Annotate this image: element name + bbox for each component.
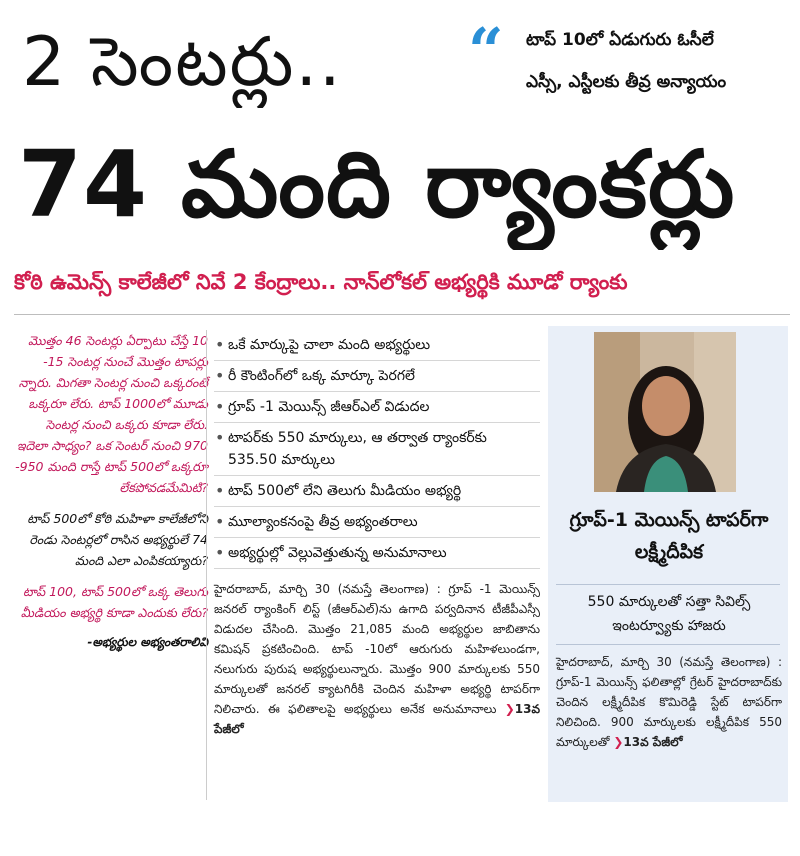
middle-article-column	[214, 330, 540, 805]
pull-quote	[468, 14, 798, 108]
section-divider	[14, 314, 790, 315]
article-body-text: హైదరాబాద్, మార్చి 30 (నమస్తే తెలంగాణ) : గ్రూప్ -1 మెయిన్స్ జనరల్ ర్యాంకింగ్ లిస్ట్ (జీఆర్‌ఎల్)ను ఉగాది పర్వదినాన టీజీపీఎస్సీ విడుదల చేసింది. మొత్తం 21,085 మంది అభ్యర్థుల జాబితాను కమిషన్ ప్రకటించింది. టాప్ -10లో ఆరుగురు మహిళలుండగా, నలుగురు పురుష అభ్యర్థులున్నారు. మొత్తం 900 మార్కులకు 550 మార్కులతో జనరల్ క్యాటగిరీకి చెందిన మహిళా అభ్యర్థి టాపర్‌గా నిలిచారు. ఈ ఫలితాలపై అభ్యర్థులు అనేక అనుమానాలు	[214, 582, 540, 716]
continued-label: 13వ పేజీలో	[214, 702, 540, 736]
article-body	[214, 579, 540, 739]
highlight-item: • రీ కౌంటింగ్‌లో ఒక్క మార్కూ పెరగలే	[214, 361, 540, 392]
right-feature-box	[548, 326, 788, 802]
objection-text-2: టాప్ 500లో కోఠి మహిళా కాలేజీలోని రెండు సెంటర్లలో రాసిన అభ్యర్థులే 74 మంది ఎలా ఎంపికయ్యారు?	[27, 511, 208, 568]
feature-title: గ్రూప్-1 మెయిన్స్ టాపర్‌గా లక్ష్మీదీపిక	[569, 509, 769, 563]
objection-text-1: మొత్తం 46 సెంటర్లు ఏర్పాటు చేస్తే 10 -15 సెంటర్ల నుంచే మొత్తం టాపర్లు న్నారు. మిగతా సెంటర్ల నుంచి ఒక్కరంటే ఒక్కరూ లేరు. టాప్ 1000లో మూడు సెంటర్ల నుంచి ఒక్కరు కూడా లేరు. ఇదెలా సాధ్యం? ఒక సెంటర్ నుంచి 970 -950 మంది రాస్తే టాప్ 500లో ఒక్కరూ లేకపోవడమేమిటి?	[15, 333, 208, 495]
subheadline: కోఠి ఉమెన్స్ కాలేజీలో నివే 2 కేంద్రాలు.. నాన్‌లోకల్ అభ్యర్థికి మూడో ర్యాంకు	[14, 270, 628, 294]
quote-line-2: ఎస్సీ, ఎస్టీలకు తీవ్ర అన్యాయం	[526, 72, 727, 92]
continued-link[interactable]	[613, 735, 682, 749]
highlights-list	[214, 330, 540, 569]
highlight-item: • మూల్యాంకనంపై తీవ్ర అభ్యంతరాలు	[214, 507, 540, 538]
highlight-item: • టాపర్‌కు 550 మార్కులు, ఆ తర్వాత ర్యాంకర్‌కు 535.50 మార్కులు	[214, 423, 540, 476]
highlight-item: • ఒకే మార్కుపై చాలా మంది అభ్యర్థులు	[214, 330, 540, 361]
objection-text-3: టాప్ 100, టాప్ 500లో ఒక్క తెలుగు మీడియం అభ్యర్థి కూడా ఎందుకు లేరు?	[20, 584, 208, 620]
feature-body-text: హైదరాబాద్, మార్చి 30 (నమస్తే తెలంగాణ) : గ్రూప్-1 మెయిన్స్ ఫలితాల్లో గ్రేటర్ హైదరాబాద్‌కు చెందిన లక్ష్మీదీపిక కొమిరెడ్డి స్టేట్ టాపర్‌గా నిలిచింది. 900 మార్కులకు లక్ష్మీదీపిక 550 మార్కులతో	[556, 655, 782, 749]
quote-mark-icon: “	[468, 14, 504, 87]
highlight-item: • అభ్యర్థుల్లో వెల్లువెత్తుతున్న అనుమానాలు	[214, 538, 540, 569]
highlight-item: • టాప్ 500లో లేని తెలుగు మీడియం అభ్యర్థి	[214, 476, 540, 507]
quote-line-1: టాప్ 10లో ఏడుగురు ఓసీలే	[526, 30, 714, 50]
arrow-right-icon: ❯	[613, 735, 624, 749]
headline-line-2: 74 మంది ర్యాంకర్లు	[18, 131, 736, 238]
left-sidebar-column	[14, 330, 208, 800]
column-divider	[206, 330, 207, 800]
arrow-right-icon: ❯	[504, 702, 515, 716]
highlight-item: • గ్రూప్ -1 మెయిన్స్ జీఆర్‌ఎల్ విడుదల	[214, 392, 540, 423]
feature-subtitle: 550 మార్కులతో సత్తా సివిల్స్ ఇంటర్వ్యూకు హాజరు	[587, 594, 751, 634]
attribution: -అభ్యర్థుల అభ్యంతరాలివి	[87, 635, 208, 649]
headline-line-1: 2 సెంటర్లు..	[22, 23, 343, 102]
feature-divider	[556, 644, 780, 645]
continued-label: 13వ పేజీలో	[623, 735, 683, 749]
portrait-photo	[594, 332, 736, 492]
feature-body	[556, 652, 782, 752]
portrait-image	[594, 332, 736, 492]
feature-divider	[556, 584, 780, 585]
